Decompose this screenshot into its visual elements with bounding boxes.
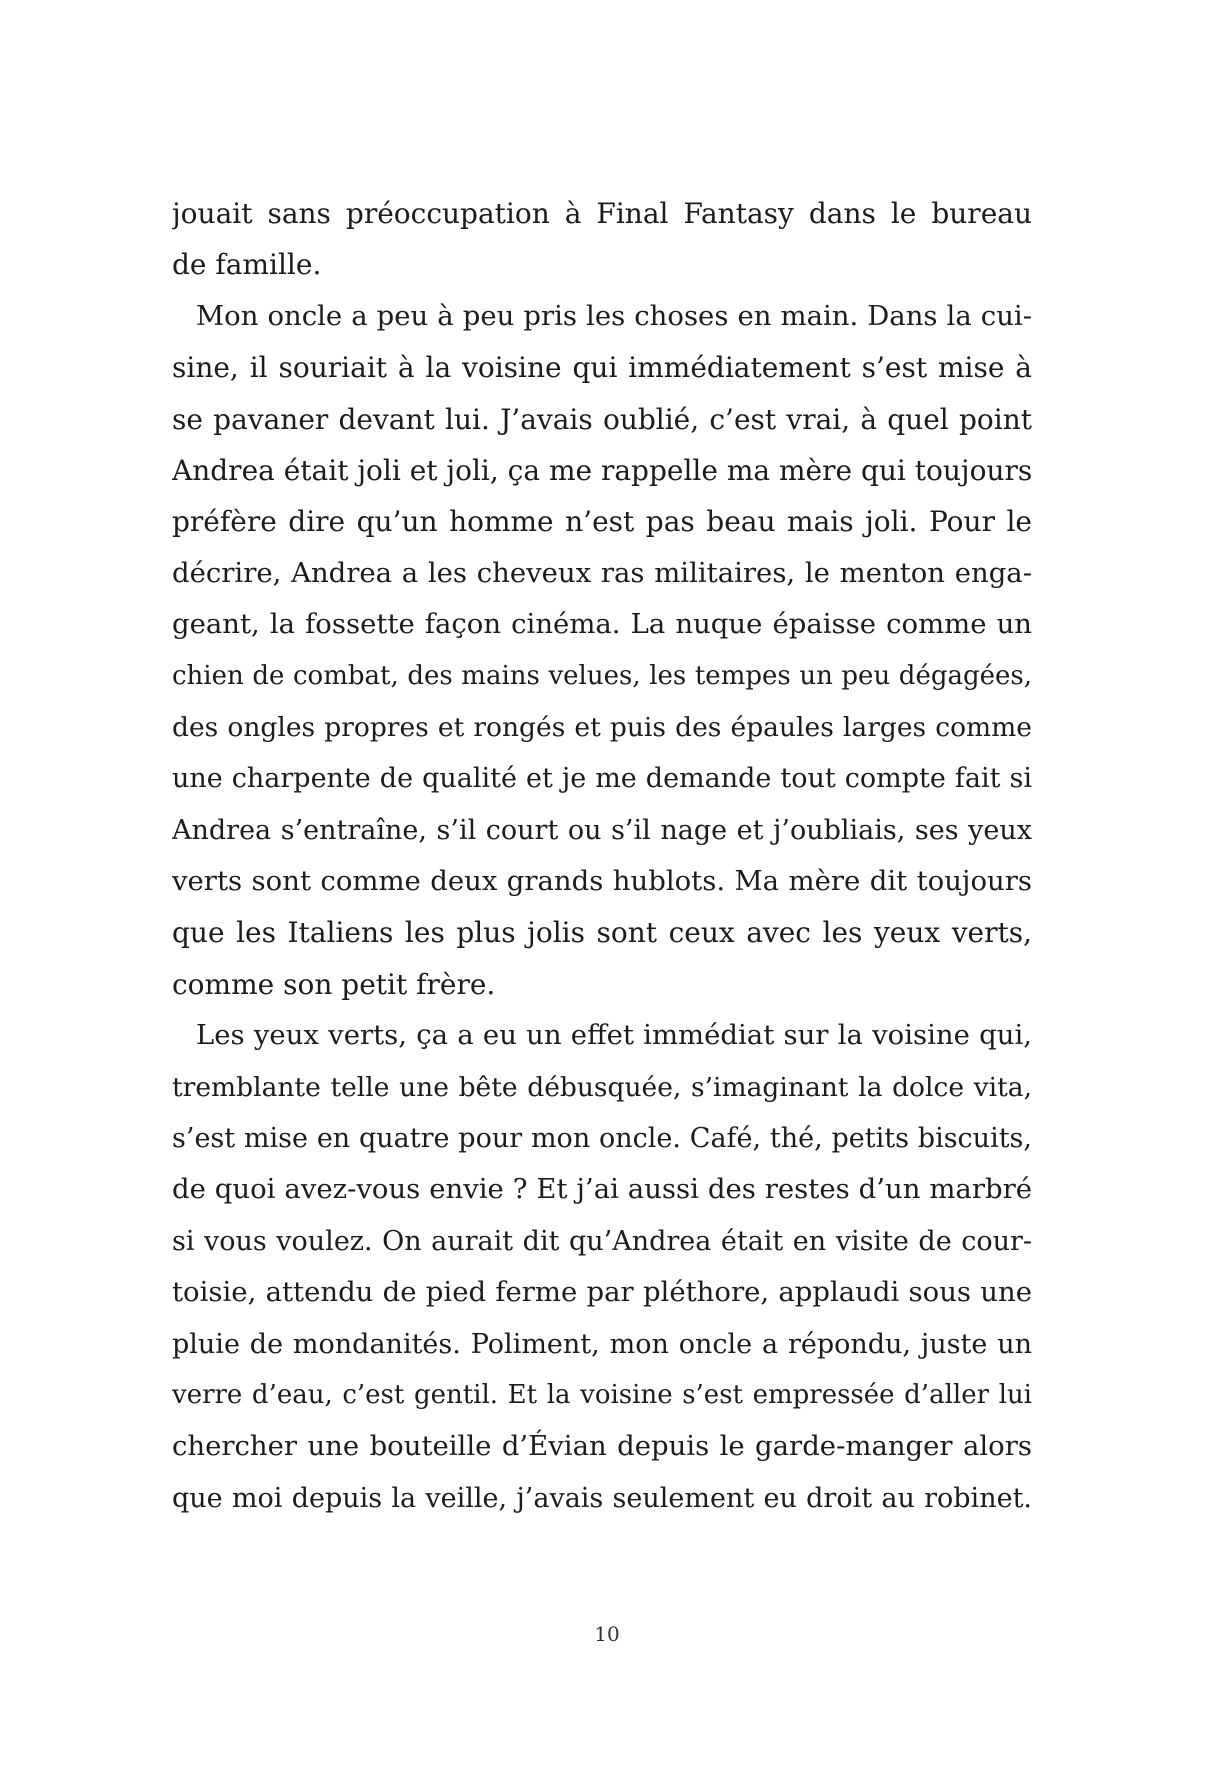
text-line: chercher une bouteille d’Évian depuis le garde-manger alors [172, 1430, 1032, 1463]
text-line: sine, il souriait à la voisine qui immédiatement s’est mise à [172, 351, 1032, 385]
text-line: verre d’eau, c’est gentil. Et la voisine s’est empressée d’aller lui [172, 1379, 1032, 1410]
text-line: s’est mise en quatre pour mon oncle. Café, thé, petits biscuits, [172, 1123, 1032, 1155]
text-line: comme son petit frère. [172, 967, 496, 1001]
text-line: jouait sans préoccupation à Final Fantasy dans le bureau [172, 197, 1032, 230]
text-line: Les yeux verts, ça a eu un effet immédiat sur la voisine qui, [196, 1019, 1032, 1052]
text-line: toisie, attendu de pied ferme par pléthore, applaudi sous une [172, 1276, 1032, 1309]
text-line: chien de combat, des mains velues, les tempes un peu dégagées, [172, 660, 1032, 691]
text-line: des ongles propres et rongés et puis des épaules larges comme [172, 711, 1032, 743]
text-line: de quoi avez-vous envie ? Et j’ai aussi des restes d’un marbré [172, 1173, 1032, 1206]
text-line: verts sont comme deux grands hublots. Ma mère dit toujours [172, 865, 1032, 898]
body-text [172, 188, 1032, 1524]
page-number: 10 [594, 1622, 620, 1646]
text-line: préfère dire qu’un homme n’est pas beau mais joli. Pour le [172, 505, 1032, 539]
text-line: une charpente de qualité et je me demande tout compte fait si [172, 763, 1032, 795]
text-line: de famille. [172, 248, 322, 282]
text-line: geant, la fossette façon cinéma. La nuque épaisse comme un [172, 608, 1032, 641]
text-line: si vous voulez. On aurait dit qu’Andrea était en visite de cour- [172, 1225, 1032, 1257]
text-line: tremblante telle une bête débusquée, s’imaginant la dolce vita, [172, 1071, 1032, 1103]
text-line: décrire, Andrea a les cheveux ras militaires, le menton enga- [172, 556, 1032, 589]
text-line: se pavaner devant lui. J’avais oublié, c’est vrai, à quel point [172, 402, 1032, 436]
text-line: Mon oncle a peu à peu pris les choses en main. Dans la cui- [196, 299, 1032, 332]
text-line: pluie de mondanités. Poliment, mon oncle a répondu, juste un [172, 1328, 1032, 1360]
text-line: que les Italiens les plus jolis sont ceux avec les yeux verts, [172, 916, 1032, 950]
text-line: Andrea s’entraîne, s’il court ou s’il nage et j’oubliais, ses yeux [172, 814, 1032, 846]
text-line: Andrea était joli et joli, ça me rappelle ma mère qui toujours [172, 453, 1032, 487]
text-line: que moi depuis la veille, j’avais seulement eu droit au robinet. [172, 1482, 1032, 1514]
